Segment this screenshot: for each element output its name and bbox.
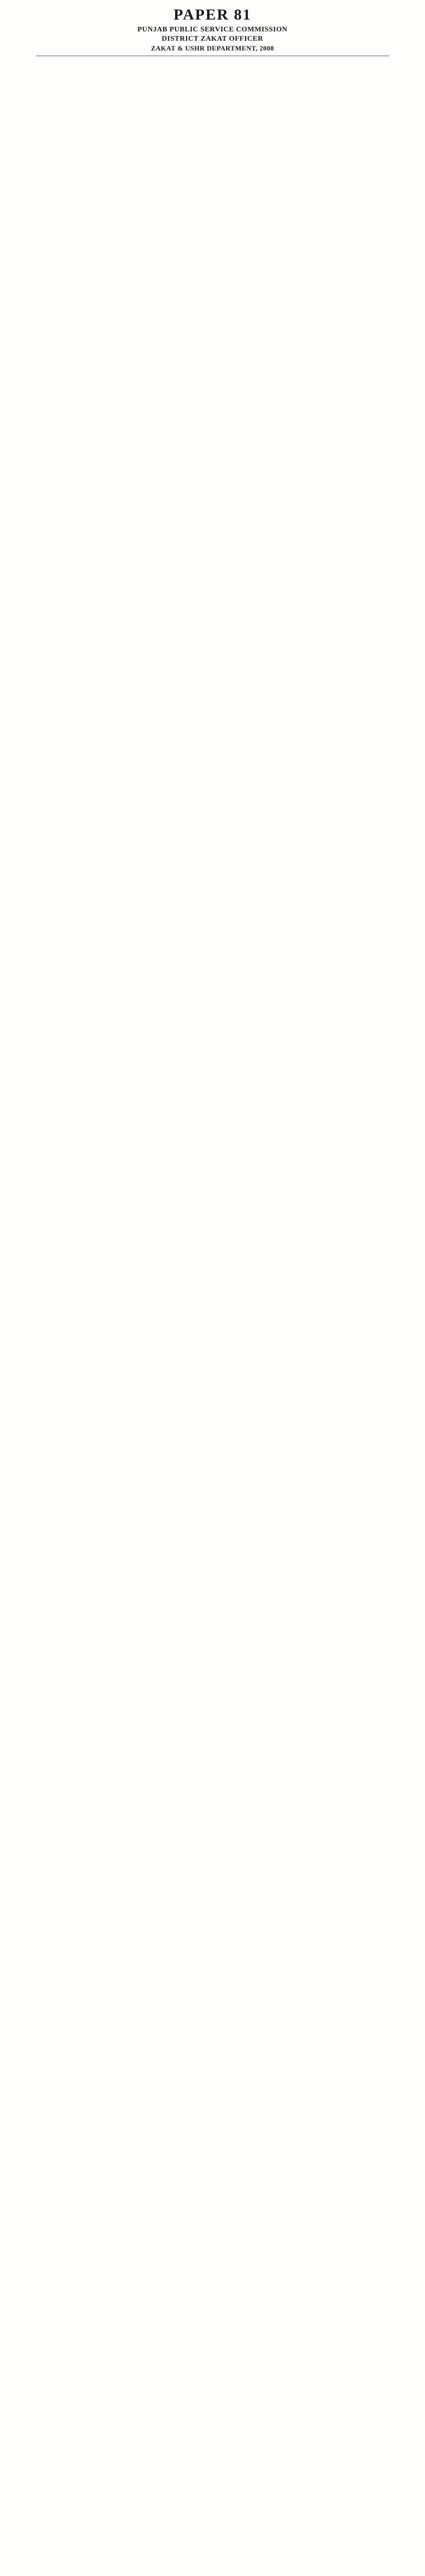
question-list [36, 61, 389, 2576]
post-title: DISTRICT ZAKAT OFFICER [162, 35, 263, 43]
paper-title: PAPER 81 [173, 6, 252, 23]
commission-name: PUNJAB PUBLIC SERVICE COMMISSION [137, 26, 288, 33]
department-name: ZAKAT & USHR DEPARTMENT, 2008 [151, 44, 274, 52]
